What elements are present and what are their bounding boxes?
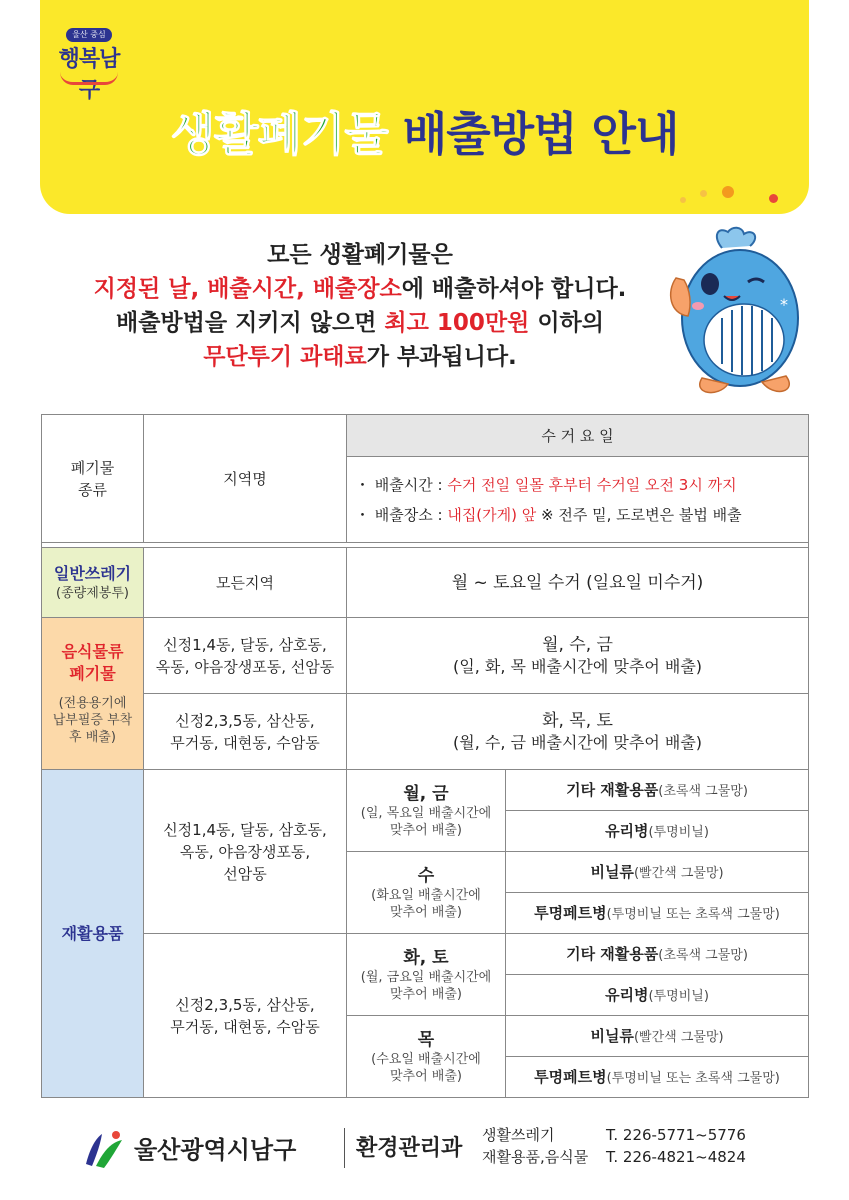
days-food-1: 월, 수, 금 (일, 화, 목 배출시간에 맞추어 배출) [347,618,809,694]
type-food [42,618,144,770]
recycle-slot-1-1: 월, 금 (일, 목요일 배출시간에 맞추어 배출) [347,770,506,852]
decor-dot [700,190,707,197]
footer-org: 울산광역시남구 [134,1136,297,1164]
days-general: 월 ~ 토요일 수거 (일요일 미수거) [347,548,809,618]
footer-divider [344,1128,345,1168]
haengbok-namgu-logo [54,28,124,103]
recycle-slot-1-2: 수 (화요일 배출시간에 맞추어 배출) [347,852,506,934]
recycle-item: 유리병(투명비닐) [506,975,809,1016]
decor-dot [769,194,778,203]
days-food-2: 화, 목, 토 (월, 수, 금 배출시간에 맞추어 배출) [347,694,809,770]
header-days: 수 거 요 일 [347,415,809,457]
header-rules [347,457,809,543]
header-type: 폐기물 종류 [42,415,144,543]
contact-row: 생활쓰레기 T. 226-5771~5776 [482,1126,746,1144]
title-green: 생활폐기물 [170,107,388,161]
logo-caption: 울산 중심 [66,28,112,42]
region-food-2: 신정2,3,5동, 삼산동, 무거동, 대현동, 수암동 [144,694,347,770]
recycle-item: 투명페트병(투명비닐 또는 초록색 그물망) [506,1057,809,1098]
recycle-item: 기타 재활용품(초록색 그물망) [506,770,809,811]
footer-dept: 환경관리과 [356,1136,463,1161]
recycle-item: 비닐류(빨간색 그물망) [506,1016,809,1057]
collection-schedule-table [41,414,809,1098]
recycle-item: 비닐류(빨간색 그물망) [506,852,809,893]
notice-line-2: 지정된 날, 배출시간, 배출장소에 배출하셔야 합니다. [93,276,627,302]
svg-text:*: * [780,295,788,314]
recycle-item: 투명페트병(투명비닐 또는 초록색 그물망) [506,893,809,934]
notice-text [40,238,680,374]
recycle-slot-2-1: 화, 토 (월, 금요일 배출시간에 맞추어 배출) [347,934,506,1016]
type-general [42,548,144,618]
type-food-note: (전용용기에 납부필증 부착 후 배출) [52,696,133,745]
type-food-label: 음식물류 폐기물 [61,642,124,683]
recycle-item: 유리병(투명비닐) [506,811,809,852]
page-title [40,98,809,164]
type-general-note: (종량제봉투) [56,586,129,601]
logo-word: 행복남구 [58,47,120,103]
recycle-item: 기타 재활용품(초록색 그물망) [506,934,809,975]
title-navy: 배출방법 안내 [402,107,679,161]
region-general: 모든지역 [144,548,347,618]
notice-line-4: 무단투기 과태료가 부과됩니다. [203,344,517,370]
notice-line-3: 배출방법을 지키지 않으면 최고 100만원 이하의 [116,310,604,336]
recycle-slot-2-2: 목 (수요일 배출시간에 맞추어 배출) [347,1016,506,1098]
type-recycle: 재활용품 [42,770,144,1098]
contact-row: 재활용품,음식물 T. 226-4821~4824 [482,1148,746,1166]
footer [0,1118,849,1178]
rule-place: ・ 배출장소 : 내집(가게) 앞 ※ 전주 밑, 도로변은 불법 배출 [355,505,742,524]
logo-swoosh [60,72,118,85]
whale-mascot [662,218,812,400]
rule-time: ・ 배출시간 : 수거 전일 일몰 후부터 수거일 오전 3시 까지 [355,475,737,494]
region-recycle-2: 신정2,3,5동, 삼산동, 무거동, 대현동, 수암동 [144,934,347,1098]
region-recycle-1: 신정1,4동, 달동, 삼호동, 옥동, 야음장생포동, 선암동 [144,770,347,934]
namgu-emblem [82,1128,126,1172]
notice-line-1: 모든 생활폐기물은 [267,242,453,268]
footer-contacts [482,1124,746,1168]
decor-dot [680,197,686,203]
decor-dot [722,186,734,198]
type-general-label: 일반쓰레기 [53,564,132,583]
region-food-1: 신정1,4동, 달동, 삼호동, 옥동, 야음장생포동, 선암동 [144,618,347,694]
header-region: 지역명 [144,415,347,543]
